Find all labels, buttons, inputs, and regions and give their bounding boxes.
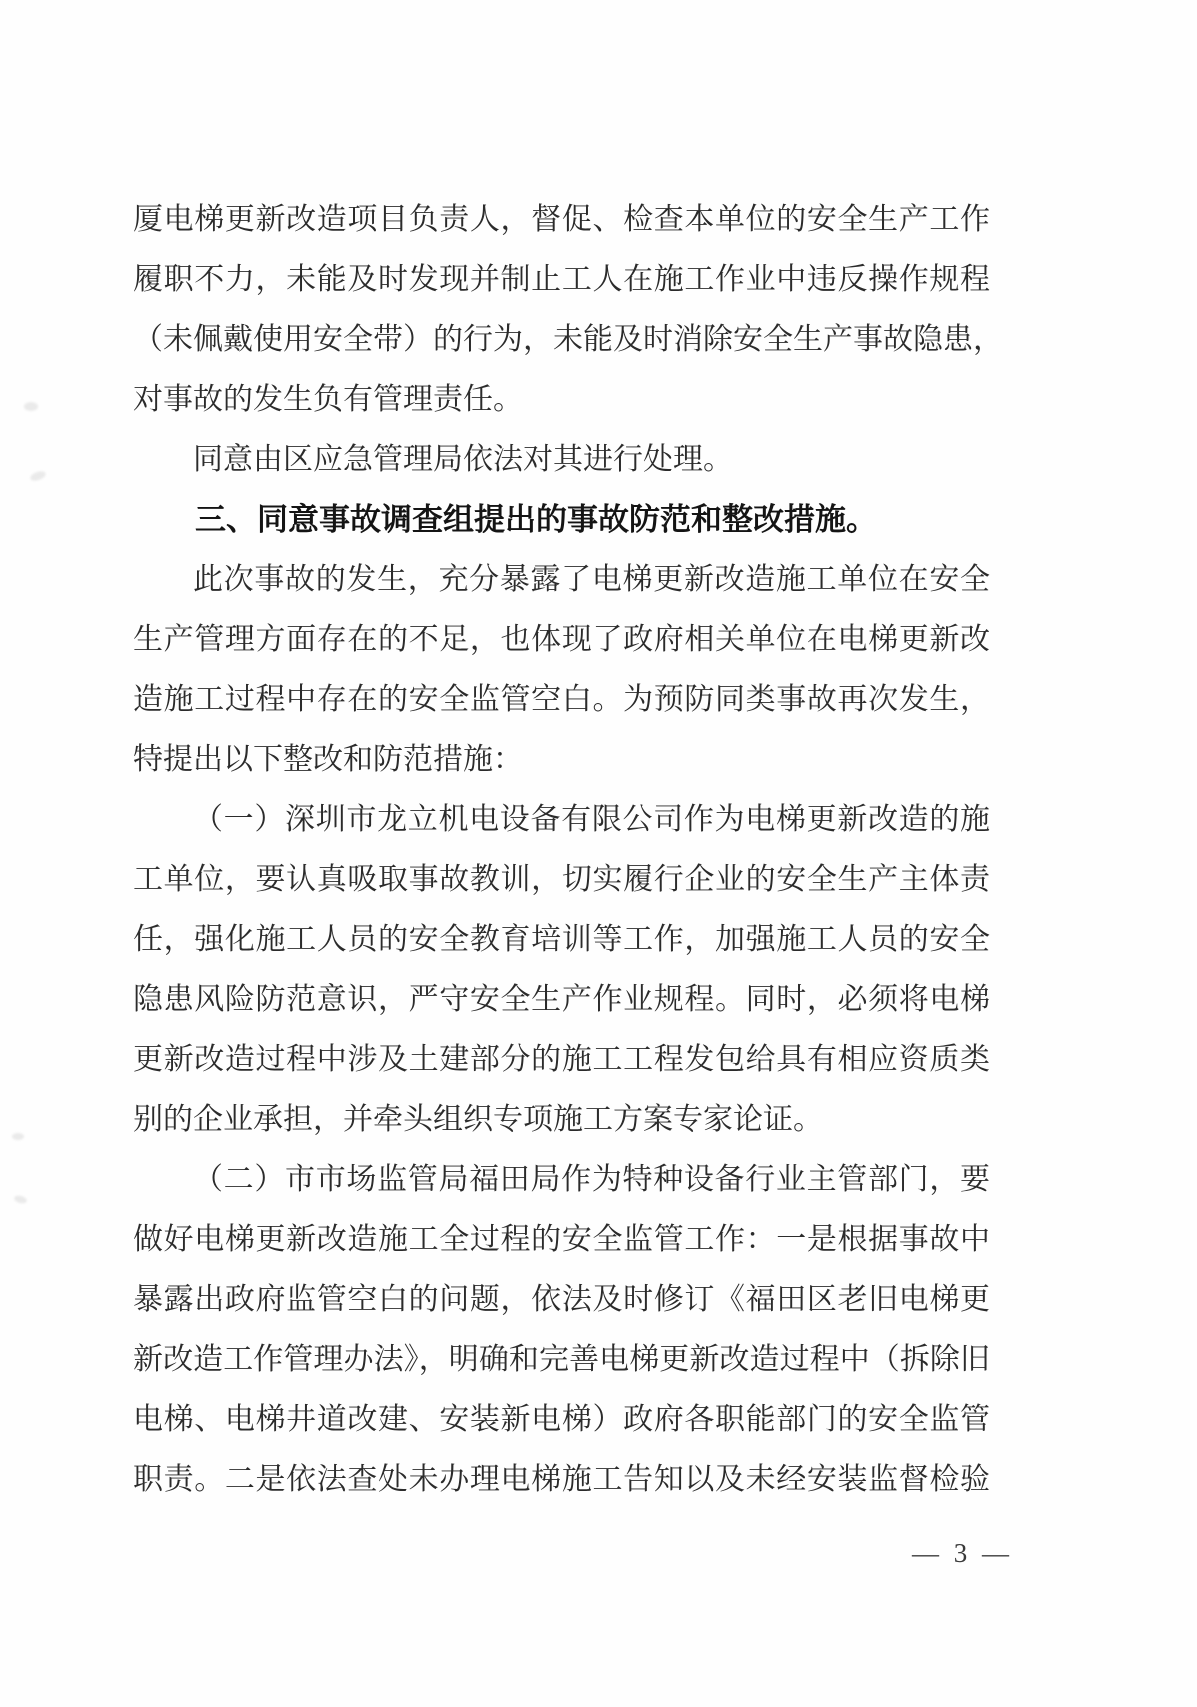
text-line: 同意由区应急管理局依法对其进行处理。 (193, 443, 733, 476)
text-line: 隐患风险防范意识，严守安全生产作业规程。同时，必须将电梯 (133, 983, 990, 1016)
text-line: 生产管理方面存在的不足，也体现了政府相关单位在电梯更新改 (133, 623, 990, 656)
text-line: 此次事故的发生，充分暴露了电梯更新改造施工单位在安全 (193, 563, 990, 596)
text-line: 职责。二是依法查处未办理电梯施工告知以及未经安装监督检验 (133, 1463, 990, 1496)
text-line: （未佩戴使用安全带）的行为，未能及时消除安全生产事故隐患， (133, 323, 1003, 356)
text-line: 做好电梯更新改造施工全过程的安全监管工作：一是根据事故中 (133, 1223, 990, 1256)
scan-artifact (29, 470, 47, 483)
text-line: 厦电梯更新改造项目负责人，督促、检查本单位的安全生产工作 (133, 203, 990, 236)
section-heading: 三、同意事故调查组提出的事故防范和整改措施。 (195, 502, 877, 537)
text-line: 特提出以下整改和防范措施： (133, 743, 523, 776)
text-line: 履职不力，未能及时发现并制止工人在施工作业中违反操作规程 (133, 263, 990, 296)
text-line: 对事故的发生负有管理责任。 (133, 383, 523, 416)
text-line: 暴露出政府监管空白的问题，依法及时修订《福田区老旧电梯更 (133, 1283, 990, 1316)
scan-artifact (13, 1194, 27, 1204)
text-line: 电梯、电梯井道改建、安装新电梯）政府各职能部门的安全监管 (133, 1403, 990, 1436)
scan-artifact (24, 402, 38, 411)
scan-artifact (12, 1133, 24, 1140)
document-body (133, 190, 1003, 1510)
text-line: 更新改造过程中涉及土建部分的施工工程发包给具有相应资质类 (133, 1043, 990, 1076)
text-line: 新改造工作管理办法》，明确和完善电梯更新改造过程中（拆除旧 (133, 1343, 990, 1376)
text-line: 工单位，要认真吸取事故教训，切实履行企业的安全生产主体责 (133, 863, 990, 896)
page-number: — 3 — (912, 1538, 1013, 1568)
text-line: （二）市市场监管局福田局作为特种设备行业主管部门，要 (193, 1163, 990, 1196)
text-line: （一）深圳市龙立机电设备有限公司作为电梯更新改造的施 (193, 803, 990, 836)
text-line: 别的企业承担，并牵头组织专项施工方案专家论证。 (133, 1103, 823, 1136)
text-line: 造施工过程中存在的安全监管空白。为预防同类事故再次发生， (133, 683, 990, 716)
text-line: 任，强化施工人员的安全教育培训等工作，加强施工人员的安全 (133, 923, 990, 956)
